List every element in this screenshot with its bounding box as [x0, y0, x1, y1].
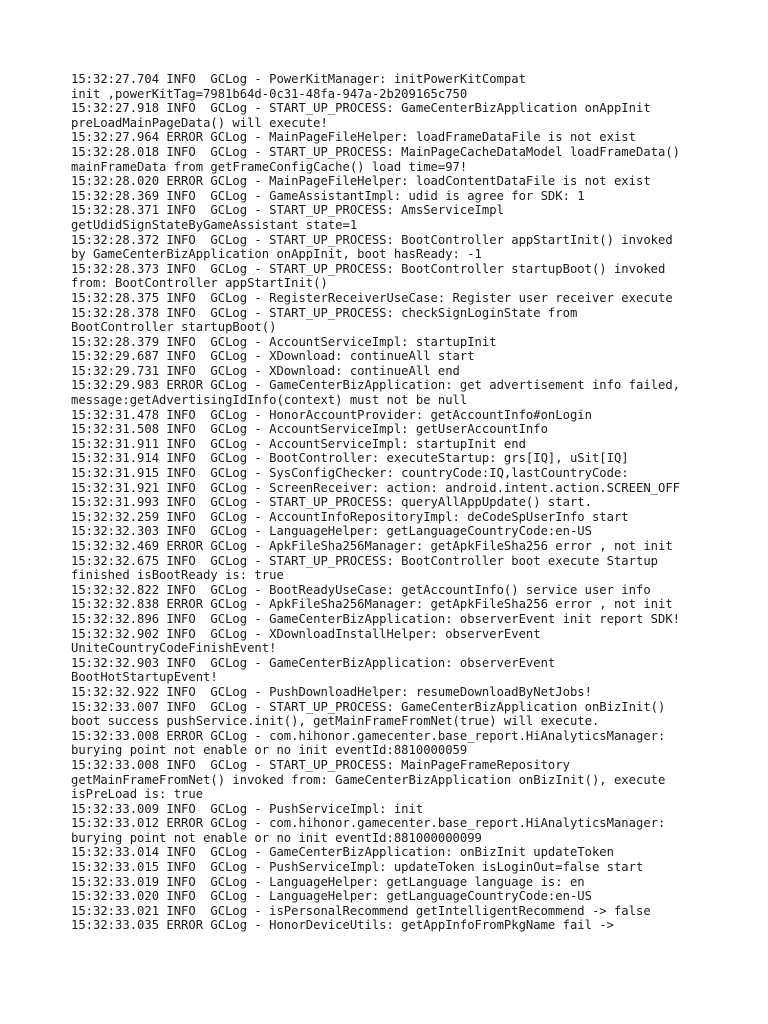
log-line: 15:32:33.021 INFO GCLog - isPersonalRecommend getIntelligentRecommend -> false — [71, 903, 651, 918]
log-line: 15:32:31.478 INFO GCLog - HonorAccountProvider: getAccountInfo#onLogin — [71, 407, 592, 422]
log-line: 15:32:31.914 INFO GCLog - BootController: executeStartup: grs[IQ], uSit[IQ] — [71, 451, 629, 466]
log-line: 15:32:32.259 INFO GCLog - AccountInfoRepositoryImpl: deCodeSpUserInfo start — [71, 509, 629, 524]
log-line: 15:32:32.838 ERROR GCLog - ApkFileSha256Manager: getApkFileSha256 error , not init — [71, 597, 673, 612]
log-line: 15:32:33.007 INFO GCLog - START_UP_PROCESS: GameCenterBizApplication onBizInit() — [71, 699, 666, 714]
log-line: getMainFrameFromNet() invoked from: GameCenterBizApplication onBizInit(), execute — [71, 772, 666, 787]
log-line: 15:32:32.896 INFO GCLog - GameCenterBizApplication: observerEvent init report SDK! — [71, 611, 681, 626]
log-line: 15:32:33.009 INFO GCLog - PushServiceImpl: init — [71, 801, 424, 816]
log-line: 15:32:33.035 ERROR GCLog - HonorDeviceUtils: getAppInfoFromPkgName fail -> — [71, 918, 614, 933]
log-line: 15:32:33.014 INFO GCLog - GameCenterBizApplication: onBizInit updateToken — [71, 845, 614, 860]
log-line: getUdidSignStateByGameAssistant state=1 — [71, 217, 358, 232]
log-line: isPreLoad is: true — [71, 787, 204, 802]
log-text-block — [71, 72, 711, 933]
log-line: 15:32:33.019 INFO GCLog - LanguageHelper: getLanguage language is: en — [71, 874, 585, 889]
log-line: 15:32:27.704 INFO GCLog - PowerKitManager: initPowerKitCompat — [71, 72, 526, 86]
log-line: 15:32:31.508 INFO GCLog - AccountServiceImpl: getUserAccountInfo — [71, 422, 548, 437]
log-line: 15:32:28.020 ERROR GCLog - MainPageFileHelper: loadContentDataFile is not exist — [71, 174, 651, 189]
log-line: preLoadMainPageData() will execute! — [71, 115, 328, 130]
log-line: by GameCenterBizApplication onAppInit, boot hasReady: -1 — [71, 247, 482, 262]
log-line: 15:32:28.369 INFO GCLog - GameAssistantImpl: udid is agree for SDK: 1 — [71, 188, 585, 203]
log-line: 15:32:31.911 INFO GCLog - AccountServiceImpl: startupInit end — [71, 436, 526, 451]
log-line: init ,powerKitTag=7981b64d-0c31-48fa-947a-2b209165c750 — [71, 86, 468, 101]
log-line: 15:32:32.903 INFO GCLog - GameCenterBizApplication: observerEvent — [71, 655, 556, 670]
log-line: 15:32:28.379 INFO GCLog - AccountServiceImpl: startupInit — [71, 334, 497, 349]
log-line: 15:32:32.922 INFO GCLog - PushDownloadHelper: resumeDownloadByNetJobs! — [71, 684, 592, 699]
log-line: UniteCountryCodeFinishEvent! — [71, 641, 277, 656]
log-line: burying point not enable or no init eventId:8810000059 — [71, 743, 468, 758]
log-line: 15:32:29.731 INFO GCLog - XDownload: continueAll end — [71, 363, 460, 378]
log-line: 15:32:28.372 INFO GCLog - START_UP_PROCESS: BootController appStartInit() invoked — [71, 232, 673, 247]
log-line: BootController startupBoot() — [71, 320, 277, 335]
log-line: BootHotStartupEvent! — [71, 670, 218, 685]
log-line: 15:32:29.687 INFO GCLog - XDownload: continueAll start — [71, 349, 475, 364]
log-line: 15:32:31.915 INFO GCLog - SysConfigChecker: countryCode:IQ,lastCountryCode: — [71, 466, 629, 481]
log-line: 15:32:28.375 INFO GCLog - RegisterReceiverUseCase: Register user receiver execute — [71, 290, 673, 305]
log-line: 15:32:33.015 INFO GCLog - PushServiceImpl: updateToken isLoginOut=false start — [71, 860, 644, 875]
log-line: 15:32:28.378 INFO GCLog - START_UP_PROCESS: checkSignLoginState from — [71, 305, 578, 320]
log-line: 15:32:28.371 INFO GCLog - START_UP_PROCESS: AmsServiceImpl — [71, 203, 504, 218]
log-line: 15:32:32.469 ERROR GCLog - ApkFileSha256Manager: getApkFileSha256 error , not init — [71, 539, 673, 553]
log-line: 15:32:28.373 INFO GCLog - START_UP_PROCESS: BootController startupBoot() invoked — [71, 261, 666, 276]
log-line: 15:32:32.902 INFO GCLog - XDownloadInstallHelper: observerEvent — [71, 626, 541, 641]
log-line: boot success pushService.init(), getMainFrameFromNet(true) will execute. — [71, 714, 600, 729]
log-line: from: BootController appStartInit() — [71, 276, 328, 291]
log-line: 15:32:28.018 INFO GCLog - START_UP_PROCESS: MainPageCacheDataModel loadFrameData() — [71, 144, 681, 159]
log-line: mainFrameData from getFrameConfigCache() load time=97! — [71, 159, 468, 174]
log-line: 15:32:33.008 INFO GCLog - START_UP_PROCESS: MainPageFrameRepository — [71, 757, 570, 772]
log-line: 15:32:27.964 ERROR GCLog - MainPageFileHelper: loadFrameDataFile is not exist — [71, 130, 636, 145]
log-line: 15:32:31.921 INFO GCLog - ScreenReceiver: action: android.intent.action.SCREEN_OFF — [71, 480, 681, 495]
log-line: 15:32:32.303 INFO GCLog - LanguageHelper: getLanguageCountryCode:en-US — [71, 524, 592, 539]
log-line: message:getAdvertisingIdInfo(context) must not be null — [71, 393, 468, 408]
log-line: 15:32:32.675 INFO GCLog - START_UP_PROCESS: BootController boot execute Startup — [71, 553, 658, 568]
log-line: 15:32:27.918 INFO GCLog - START_UP_PROCESS: GameCenterBizApplication onAppInit — [71, 101, 651, 116]
log-line: 15:32:33.012 ERROR GCLog - com.hihonor.gamecenter.base_report.HiAnalyticsManager: — [71, 816, 666, 831]
log-line: burying point not enable or no init eventId:881000000099 — [71, 830, 482, 845]
log-line: 15:32:32.822 INFO GCLog - BootReadyUseCase: getAccountInfo() service user info — [71, 582, 651, 597]
log-line: 15:32:29.983 ERROR GCLog - GameCenterBizApplication: get advertisement info failed, — [71, 378, 681, 393]
log-line: finished isBootReady is: true — [71, 568, 284, 583]
log-line: 15:32:33.008 ERROR GCLog - com.hihonor.gamecenter.base_report.HiAnalyticsManager: — [71, 728, 666, 743]
log-line: 15:32:31.993 INFO GCLog - START_UP_PROCESS: queryAllAppUpdate() start. — [71, 495, 592, 510]
log-line: 15:32:33.020 INFO GCLog - LanguageHelper: getLanguageCountryCode:en-US — [71, 889, 592, 904]
